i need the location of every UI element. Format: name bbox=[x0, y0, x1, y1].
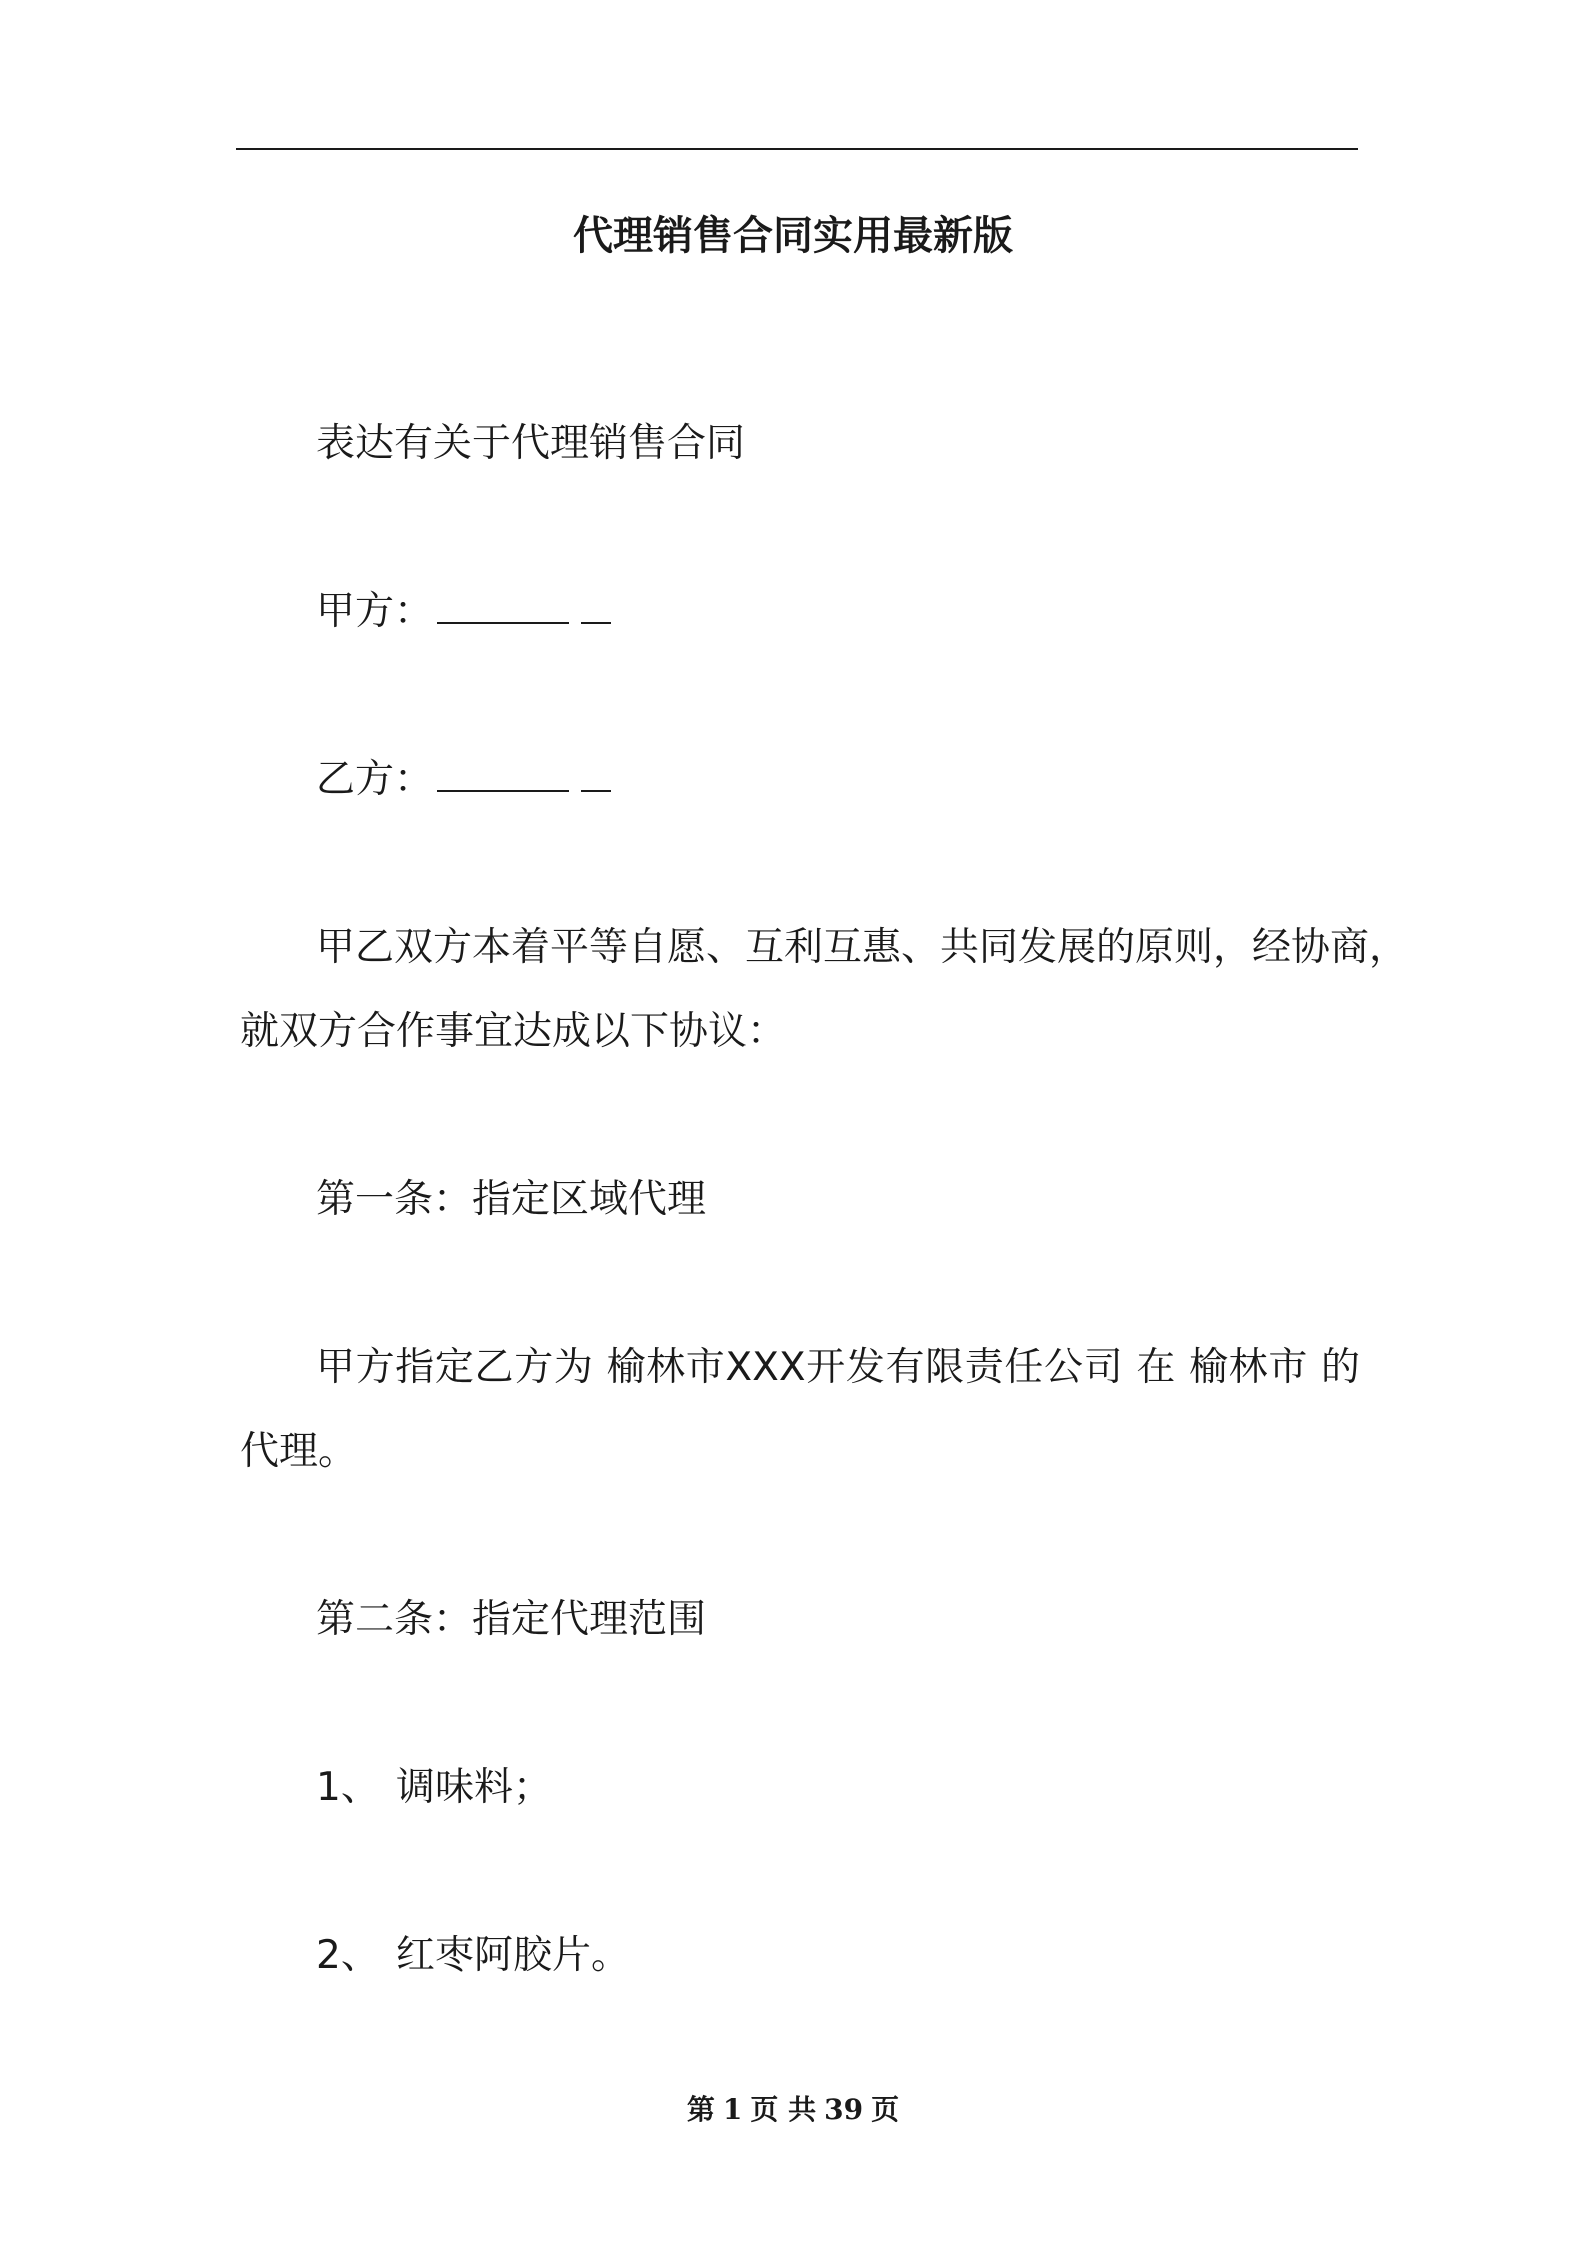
party-b-blank-tail bbox=[581, 752, 611, 792]
header-rule bbox=[236, 148, 1358, 150]
article-1-body-line-1: 甲方指定乙方为 榆林市XXX开发有限责任公司 在 榆林市 的 bbox=[316, 1345, 1360, 1390]
article-1-heading: 第一条：指定区域代理 bbox=[316, 1177, 707, 1222]
party-b-blank bbox=[437, 752, 569, 792]
article-2-heading: 第二条：指定代理范围 bbox=[316, 1597, 707, 1642]
footer-total-pages: 39 bbox=[824, 2093, 864, 2126]
party-b-line bbox=[316, 750, 611, 810]
article-1-body-line-2: 代理。 bbox=[240, 1429, 358, 1474]
list-item bbox=[316, 1926, 630, 1986]
party-b-label: 乙方： bbox=[316, 757, 434, 802]
list-item-text: 调味料； bbox=[396, 1765, 553, 1810]
preamble-line-1: 甲乙双方本着平等自愿、互利互惠、共同发展的原则，经协商， bbox=[316, 925, 1409, 970]
footer-suffix: 页 bbox=[871, 2093, 900, 2126]
footer-current-page: 1 bbox=[722, 2093, 743, 2126]
party-a-label: 甲方： bbox=[316, 589, 434, 634]
document-title: 代理销售合同实用最新版 bbox=[573, 213, 1013, 259]
intro-line: 表达有关于代理销售合同 bbox=[316, 421, 746, 466]
list-item-text: 红枣阿胶片。 bbox=[396, 1933, 631, 1978]
party-a-blank-tail bbox=[581, 584, 611, 624]
footer-prefix: 第 bbox=[686, 2093, 715, 2126]
preamble-line-2: 就双方合作事宜达成以下协议： bbox=[240, 1009, 787, 1054]
list-item-number: 2、 bbox=[316, 1933, 380, 1978]
party-a-blank bbox=[437, 584, 569, 624]
page-footer bbox=[0, 2090, 1586, 2130]
footer-middle: 页 共 bbox=[750, 2093, 817, 2126]
list-item bbox=[316, 1758, 552, 1818]
party-a-line bbox=[316, 582, 611, 642]
list-item-number: 1、 bbox=[316, 1765, 380, 1810]
